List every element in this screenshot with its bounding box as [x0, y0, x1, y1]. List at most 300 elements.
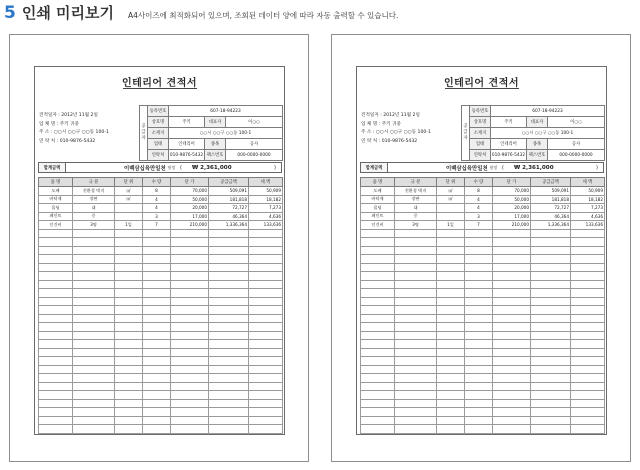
cell-quantity — [143, 229, 171, 238]
cell-supply-amount — [209, 280, 249, 289]
cell-tax: 7,273 — [571, 204, 605, 213]
empty-row — [361, 323, 605, 332]
cell-spec — [73, 297, 115, 306]
cell-quantity — [143, 357, 171, 366]
empty-row — [39, 425, 283, 434]
cell-spec — [395, 280, 437, 289]
cell-tax: 18,182 — [249, 195, 283, 204]
cell-tax — [571, 365, 605, 374]
total-amount-paren-open: ( — [502, 164, 504, 171]
cell-spec: 중 — [73, 212, 115, 221]
header-supply-amount: 공급금액 — [531, 178, 571, 187]
empty-row — [361, 263, 605, 272]
cell-spec: 친환경 벽지 — [395, 187, 437, 196]
cell-quantity — [143, 391, 171, 400]
cell-tax: 7,273 — [249, 204, 283, 213]
cell-unit — [115, 340, 143, 349]
cell-unit — [115, 238, 143, 247]
total-amount-value: ₩ 2,361,000 — [513, 164, 554, 171]
cell-item-name — [39, 340, 73, 349]
cell-unit: ㎡ — [115, 187, 143, 196]
cell-tax — [249, 408, 283, 417]
business-value: 인테리어 — [491, 139, 527, 150]
cell-supply-amount — [531, 331, 571, 340]
cell-unit-price — [493, 331, 531, 340]
type-label: 종목 — [527, 139, 548, 150]
cell-supply-amount — [531, 348, 571, 357]
cell-unit — [115, 255, 143, 264]
cell-spec — [73, 340, 115, 349]
total-amount-words: 이백삼십육만일천 — [124, 165, 166, 172]
estimate-title: 인테리어 견적서 — [443, 78, 520, 89]
cell-unit — [115, 212, 143, 221]
cell-unit-price — [171, 272, 209, 281]
cell-item-name — [39, 323, 73, 332]
cell-quantity — [143, 340, 171, 349]
cell-tax — [249, 399, 283, 408]
cell-unit-price — [171, 340, 209, 349]
address-label: 소재지 — [470, 128, 491, 139]
cell-unit-price — [171, 238, 209, 247]
header-quantity: 수 량 — [465, 178, 493, 187]
empty-row — [39, 289, 283, 298]
total-amount-unit: 원정 — [489, 164, 498, 170]
cell-unit-price — [493, 246, 531, 255]
cell-supply-amount — [531, 382, 571, 391]
cell-supply-amount — [531, 357, 571, 366]
cell-spec — [73, 229, 115, 238]
cell-spec — [73, 314, 115, 323]
cell-quantity — [465, 374, 493, 383]
cell-tax — [571, 280, 605, 289]
cell-spec — [395, 357, 437, 366]
cell-supply-amount — [209, 323, 249, 332]
table-row — [39, 221, 283, 230]
title-underline — [123, 88, 197, 89]
cell-unit — [437, 263, 465, 272]
cell-spec — [395, 408, 437, 417]
cell-unit: ㎡ — [115, 195, 143, 204]
cell-quantity — [465, 348, 493, 357]
business-label: 업태 — [148, 139, 169, 150]
cell-tax: 18,182 — [571, 195, 605, 204]
cell-supply-amount — [531, 289, 571, 298]
cell-spec — [395, 374, 437, 383]
cell-unit-price — [171, 280, 209, 289]
cell-unit — [115, 246, 143, 255]
empty-row — [361, 314, 605, 323]
cell-spec — [73, 357, 115, 366]
cell-supply-amount: 1,336,364 — [531, 221, 571, 230]
cell-item-name — [361, 365, 395, 374]
cell-spec — [73, 433, 115, 435]
cell-unit — [437, 365, 465, 374]
cell-item-name — [361, 433, 395, 435]
table-row — [361, 187, 605, 196]
company-value: 주키 — [169, 117, 205, 128]
cell-quantity — [143, 399, 171, 408]
cell-quantity — [465, 289, 493, 298]
cell-item-name — [361, 391, 395, 400]
cell-quantity — [465, 391, 493, 400]
section-header — [4, 2, 398, 26]
items-table — [38, 177, 283, 435]
cell-tax — [571, 323, 605, 332]
empty-row — [361, 306, 605, 315]
cell-unit — [115, 272, 143, 281]
cell-unit — [437, 348, 465, 357]
cell-item-name — [39, 306, 73, 315]
cell-unit-price — [493, 357, 531, 366]
cell-unit — [115, 289, 143, 298]
cell-quantity — [143, 433, 171, 435]
rep-label: 대표자 — [205, 117, 226, 128]
cell-spec — [73, 255, 115, 264]
cell-supply-amount — [209, 297, 249, 306]
estimate-sheet — [34, 66, 285, 435]
header-unit: 단 위 — [115, 178, 143, 187]
reg-no-label: 등록번호 — [148, 106, 169, 117]
contact-value: 010-9876-5432 — [491, 150, 527, 161]
cell-tax: 4,636 — [249, 212, 283, 221]
cell-spec — [395, 306, 437, 315]
cell-supply-amount — [531, 263, 571, 272]
cell-spec — [73, 331, 115, 340]
cell-spec: 장판 — [73, 195, 115, 204]
cell-spec — [73, 399, 115, 408]
cell-spec — [395, 348, 437, 357]
cell-unit: 1일 — [115, 221, 143, 230]
cell-quantity — [143, 289, 171, 298]
cell-supply-amount — [209, 357, 249, 366]
cell-unit — [115, 331, 143, 340]
cell-unit-price — [493, 255, 531, 264]
cell-tax — [249, 416, 283, 425]
cell-quantity — [143, 238, 171, 247]
cell-supply-amount: 1,336,364 — [209, 221, 249, 230]
type-label: 종목 — [205, 139, 226, 150]
empty-row — [39, 374, 283, 383]
cell-item-name — [39, 416, 73, 425]
cell-tax — [571, 408, 605, 417]
cell-tax — [249, 425, 283, 434]
cell-quantity — [143, 323, 171, 332]
cell-supply-amount — [209, 399, 249, 408]
cell-unit — [437, 331, 465, 340]
cell-item-name — [39, 255, 73, 264]
empty-row — [361, 374, 605, 383]
cell-spec — [73, 425, 115, 434]
cell-unit-price: 20,000 — [171, 204, 209, 213]
cell-unit — [437, 204, 465, 213]
cell-unit — [437, 297, 465, 306]
empty-row — [361, 297, 605, 306]
cell-spec — [73, 348, 115, 357]
empty-row — [39, 348, 283, 357]
cell-supply-amount — [531, 425, 571, 434]
cell-supply-amount — [209, 331, 249, 340]
cell-tax — [249, 365, 283, 374]
cell-quantity — [143, 416, 171, 425]
empty-row — [39, 246, 283, 255]
cell-supply-amount — [531, 306, 571, 315]
cell-tax — [249, 272, 283, 281]
cell-tax — [249, 280, 283, 289]
empty-row — [361, 238, 605, 247]
cell-supply-amount — [209, 348, 249, 357]
cell-spec — [73, 408, 115, 417]
table-row — [361, 204, 605, 213]
cell-item-name — [39, 297, 73, 306]
address-value: ○○시 ○○구 ○○동 100-1 — [169, 128, 283, 139]
client-company: 업 체 명 : 주키 귀중 — [39, 121, 79, 127]
cell-item-name: 몰딩 — [39, 204, 73, 213]
cell-tax — [571, 246, 605, 255]
cell-spec — [395, 314, 437, 323]
cell-supply-amount — [531, 408, 571, 417]
cell-item-name: 인건비 — [361, 221, 395, 230]
cell-tax — [571, 382, 605, 391]
section-description: A4사이즈에 최적화되어 있으며, 조회된 데이터 양에 따라 자동 출력할 수 있습니다. — [128, 11, 399, 20]
cell-quantity — [465, 357, 493, 366]
cell-quantity — [465, 255, 493, 264]
empty-row — [361, 340, 605, 349]
empty-row — [39, 263, 283, 272]
cell-unit-price — [493, 365, 531, 374]
cell-supply-amount — [531, 238, 571, 247]
table-row — [39, 187, 283, 196]
cell-unit — [437, 408, 465, 417]
cell-unit-price — [493, 374, 531, 383]
cell-tax — [249, 382, 283, 391]
cell-unit — [437, 229, 465, 238]
cell-quantity — [465, 416, 493, 425]
cell-tax — [571, 340, 605, 349]
cell-supply-amount — [531, 323, 571, 332]
cell-spec — [73, 272, 115, 281]
cell-spec — [73, 263, 115, 272]
cell-unit — [115, 374, 143, 383]
cell-unit — [437, 425, 465, 434]
cell-supply-amount — [531, 399, 571, 408]
cell-supply-amount — [209, 365, 249, 374]
total-amount-paren-open: ( — [180, 164, 182, 171]
cell-quantity — [143, 425, 171, 434]
fax-label: 팩스번호 — [527, 150, 548, 161]
cell-unit — [437, 212, 465, 221]
total-amount-paren-close: ) — [596, 164, 598, 171]
cell-quantity — [143, 246, 171, 255]
header-unit-price: 단 가 — [493, 178, 531, 187]
cell-unit — [437, 374, 465, 383]
cell-tax — [249, 340, 283, 349]
estimate-date: 견적일자 : 2012년 11월 2일 — [39, 113, 98, 118]
empty-row — [361, 391, 605, 400]
company-label: 상호명 — [148, 117, 169, 128]
cell-unit-price — [493, 297, 531, 306]
cell-item-name — [361, 374, 395, 383]
empty-row — [361, 357, 605, 366]
cell-tax — [571, 399, 605, 408]
empty-row — [361, 272, 605, 281]
cell-supply-amount — [531, 297, 571, 306]
supplier-table — [139, 105, 283, 161]
cell-unit — [437, 238, 465, 247]
cell-item-name — [39, 263, 73, 272]
cell-unit — [115, 365, 143, 374]
empty-row — [39, 297, 283, 306]
cell-supply-amount: 46,364 — [531, 212, 571, 221]
cell-supply-amount: 46,364 — [209, 212, 249, 221]
cell-quantity: 3 — [465, 212, 493, 221]
cell-tax — [249, 229, 283, 238]
cell-unit-price: 70,000 — [171, 187, 209, 196]
empty-row — [39, 408, 283, 417]
rep-label: 대표자 — [527, 117, 548, 128]
cell-spec — [73, 238, 115, 247]
cell-spec — [73, 323, 115, 332]
print-preview-page-1 — [9, 34, 309, 462]
total-amount-paren-close: ) — [274, 164, 276, 171]
cell-supply-amount: 509,091 — [209, 187, 249, 196]
estimate-sheet — [356, 66, 607, 435]
empty-row — [39, 238, 283, 247]
empty-row — [361, 229, 605, 238]
cell-unit-price: 50,000 — [493, 195, 531, 204]
cell-item-name — [39, 280, 73, 289]
cell-supply-amount — [531, 340, 571, 349]
cell-item-name: 바닥재 — [361, 195, 395, 204]
cell-unit-price — [493, 382, 531, 391]
empty-row — [361, 408, 605, 417]
cell-item-name — [361, 263, 395, 272]
header-spec: 규 분 — [395, 178, 437, 187]
cell-unit — [437, 357, 465, 366]
cell-unit — [115, 314, 143, 323]
cell-tax — [249, 348, 283, 357]
cell-tax — [571, 357, 605, 366]
empty-row — [361, 416, 605, 425]
empty-row — [39, 391, 283, 400]
cell-unit-price — [493, 399, 531, 408]
cell-quantity — [143, 272, 171, 281]
cell-supply-amount — [209, 306, 249, 315]
cell-unit-price — [493, 348, 531, 357]
cell-unit-price — [171, 246, 209, 255]
cell-supply-amount — [209, 314, 249, 323]
cell-quantity — [465, 331, 493, 340]
cell-tax — [571, 314, 605, 323]
cell-tax — [249, 314, 283, 323]
header-item-name: 품 명 — [39, 178, 73, 187]
cell-unit — [437, 391, 465, 400]
header-spec: 규 분 — [73, 178, 115, 187]
cell-spec — [395, 297, 437, 306]
cell-quantity: 7 — [143, 221, 171, 230]
empty-row — [361, 365, 605, 374]
cell-quantity: 4 — [143, 204, 171, 213]
empty-row — [361, 331, 605, 340]
cell-tax — [571, 289, 605, 298]
client-info — [39, 112, 134, 146]
cell-item-name — [361, 246, 395, 255]
items-table — [360, 177, 605, 435]
cell-unit — [437, 255, 465, 264]
cell-tax — [571, 263, 605, 272]
cell-tax — [249, 433, 283, 435]
cell-item-name — [39, 331, 73, 340]
cell-unit — [115, 263, 143, 272]
cell-tax — [249, 238, 283, 247]
rep-value: 이○○ — [226, 117, 283, 128]
cell-quantity — [465, 365, 493, 374]
items-header-row — [39, 178, 283, 187]
empty-row — [39, 280, 283, 289]
cell-quantity — [465, 272, 493, 281]
total-amount-value: ₩ 2,361,000 — [191, 164, 232, 171]
cell-quantity: 8 — [143, 187, 171, 196]
cell-tax — [249, 357, 283, 366]
cell-spec — [395, 340, 437, 349]
empty-row — [361, 399, 605, 408]
cell-item-name — [39, 399, 73, 408]
cell-spec — [73, 374, 115, 383]
fax-value: 000-0000-0000 — [226, 150, 283, 161]
cell-item-name — [361, 289, 395, 298]
print-preview-page-2 — [331, 34, 631, 462]
cell-tax — [249, 391, 283, 400]
cell-unit-price — [493, 306, 531, 315]
cell-item-name — [361, 382, 395, 391]
cell-unit-price: 210,000 — [493, 221, 531, 230]
cell-tax — [571, 425, 605, 434]
cell-item-name — [39, 238, 73, 247]
cell-tax — [571, 348, 605, 357]
cell-supply-amount — [209, 425, 249, 434]
cell-item-name: 페인트 — [39, 212, 73, 221]
cell-supply-amount: 72,727 — [209, 204, 249, 213]
cell-spec: 3명 — [73, 221, 115, 230]
cell-unit-price: 17,000 — [171, 212, 209, 221]
cell-supply-amount — [531, 365, 571, 374]
cell-supply-amount — [209, 255, 249, 264]
cell-tax: 50,909 — [249, 187, 283, 196]
cell-spec — [395, 365, 437, 374]
empty-row — [361, 348, 605, 357]
cell-spec — [395, 391, 437, 400]
cell-quantity — [143, 314, 171, 323]
cell-unit — [437, 314, 465, 323]
empty-row — [39, 255, 283, 264]
cell-unit-price — [171, 348, 209, 357]
cell-item-name: 몰딩 — [361, 204, 395, 213]
empty-row — [361, 433, 605, 435]
cell-supply-amount — [209, 272, 249, 281]
cell-unit-price: 17,000 — [493, 212, 531, 221]
cell-spec — [395, 433, 437, 435]
cell-tax — [571, 374, 605, 383]
cell-unit-price — [171, 365, 209, 374]
client-contact: 연 락 처 : 010-9876-5432 — [39, 138, 96, 144]
cell-spec — [73, 289, 115, 298]
total-amount-label: 합계금액 — [39, 163, 66, 172]
cell-unit-price — [493, 408, 531, 417]
empty-row — [39, 272, 283, 281]
cell-unit-price — [493, 314, 531, 323]
cell-unit — [115, 408, 143, 417]
cell-quantity — [143, 348, 171, 357]
cell-quantity — [465, 399, 493, 408]
